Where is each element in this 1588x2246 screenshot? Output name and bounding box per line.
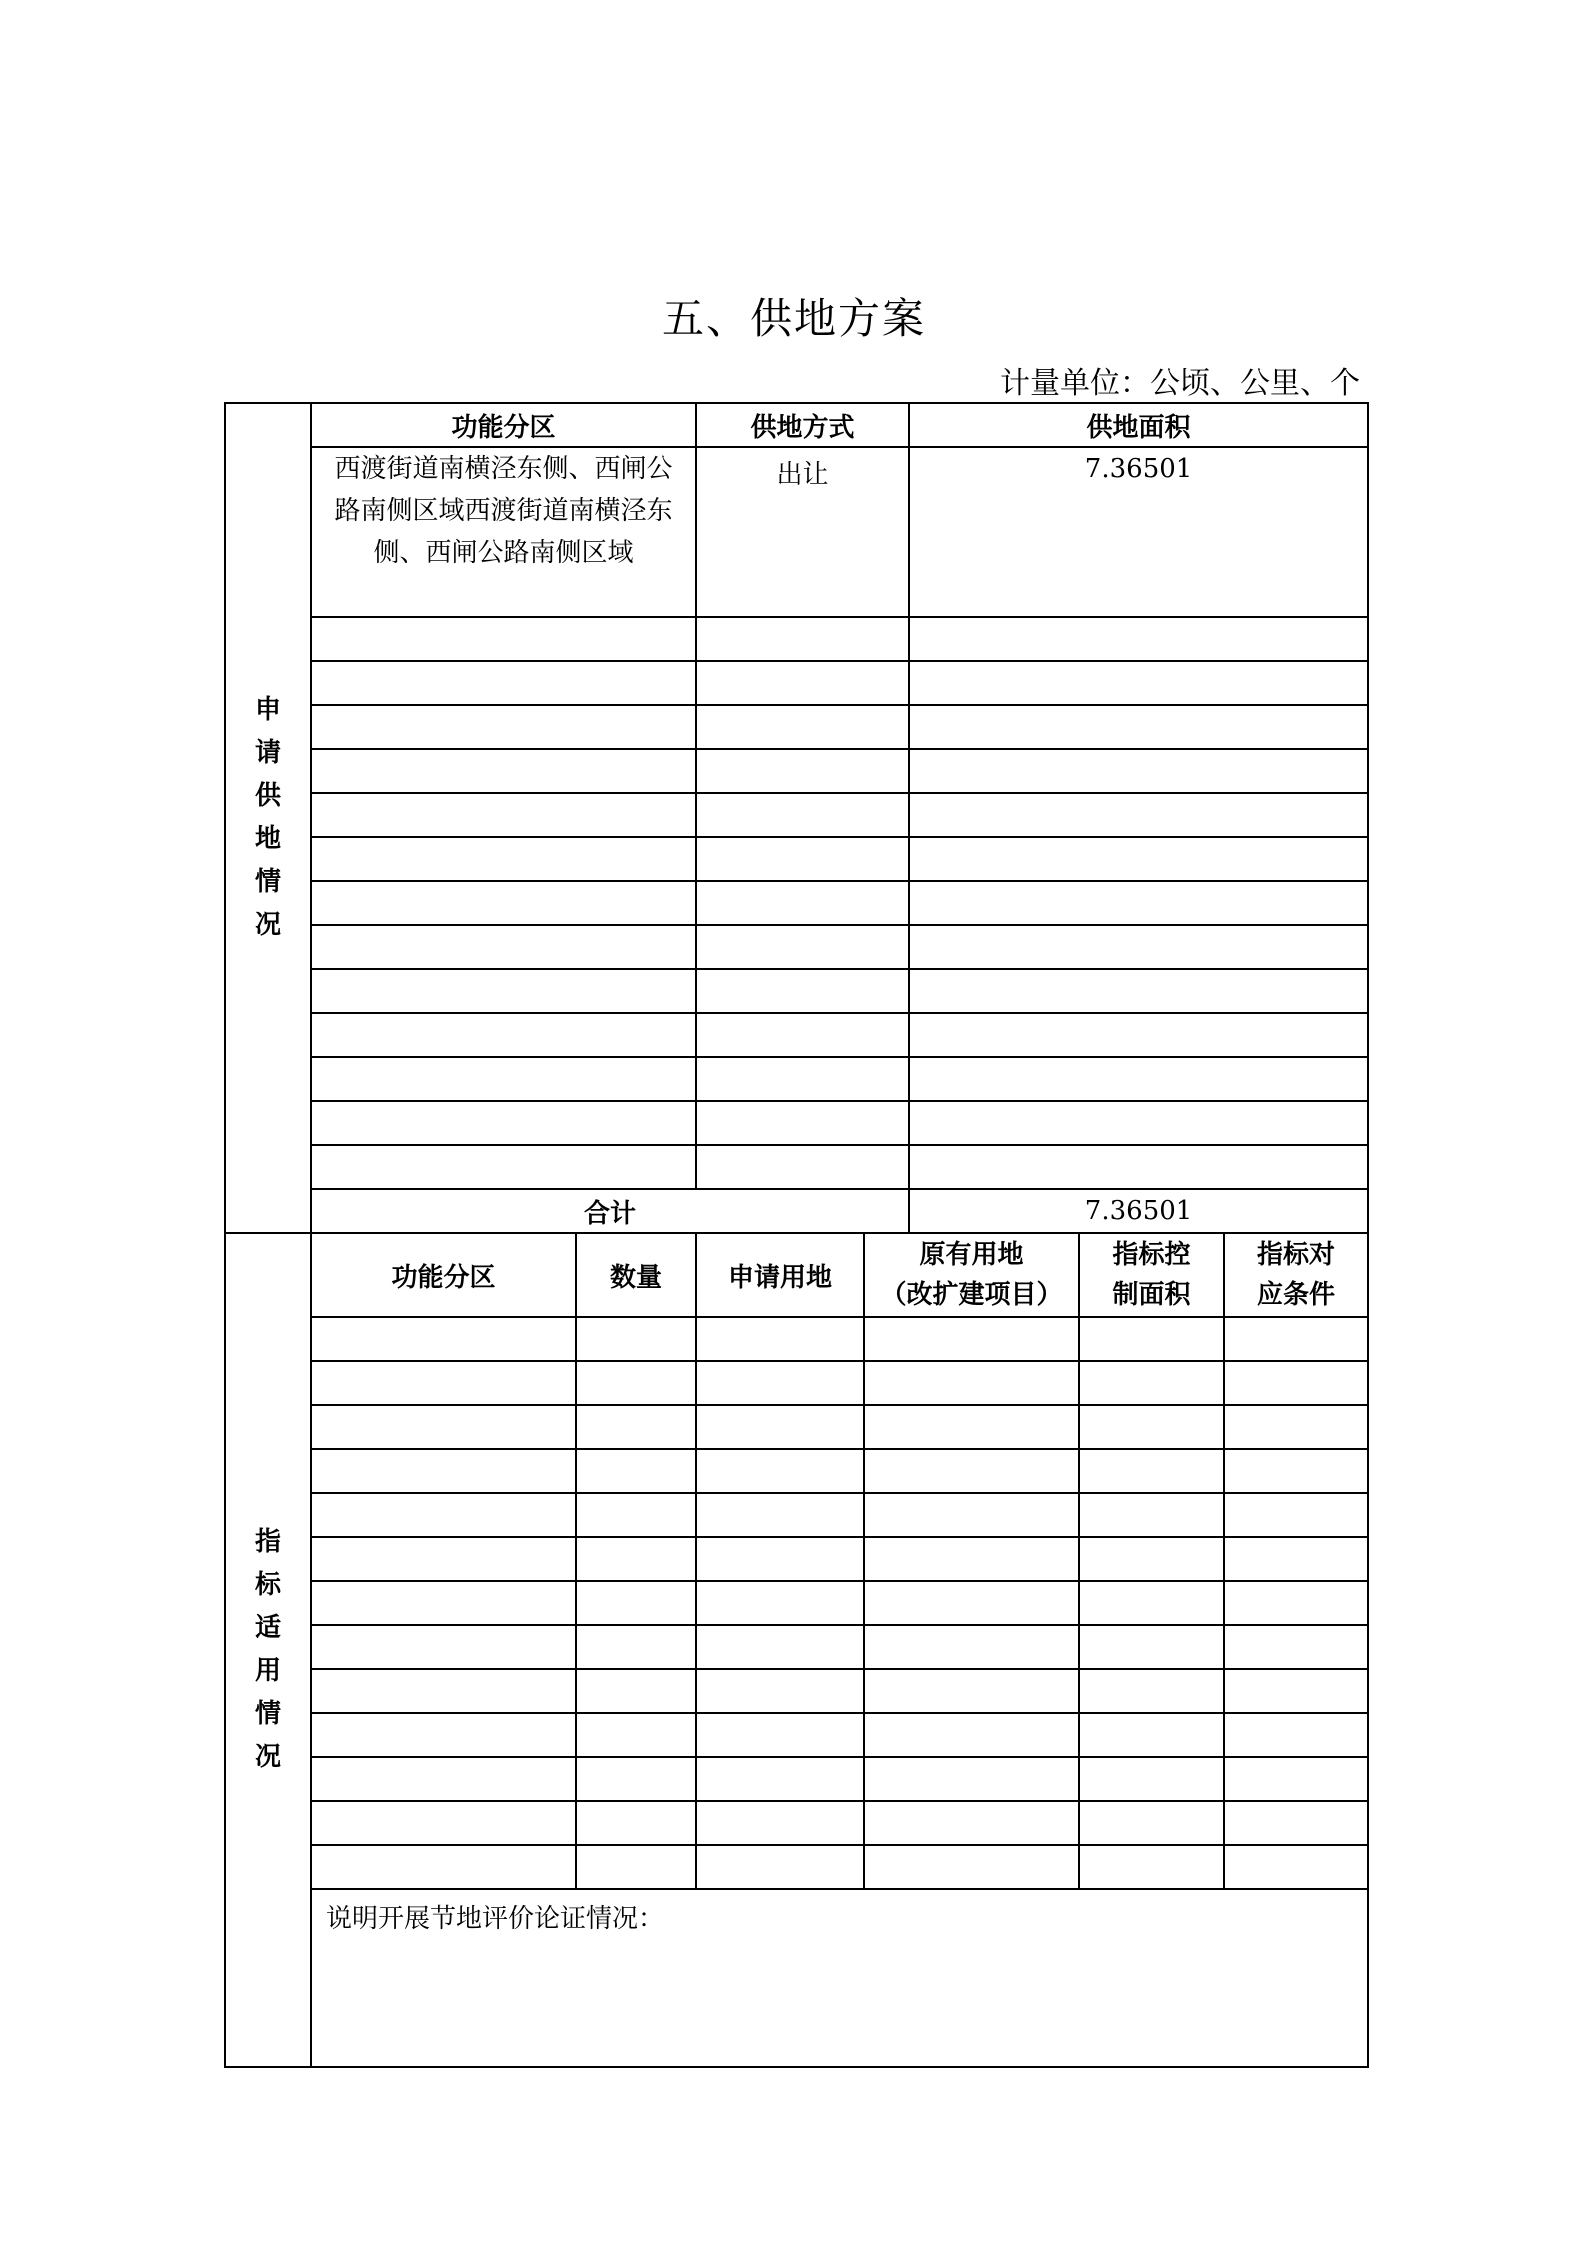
ind-header-condition: 指标对 应条件 xyxy=(1224,1233,1368,1317)
table-row xyxy=(225,1449,1368,1493)
evaluation-note: 说明开展节地评价论证情况： xyxy=(311,1889,1368,2067)
supply-area-cell: 7.36501 xyxy=(909,447,1368,617)
table-row xyxy=(225,1757,1368,1801)
unit-label: 计量单位：公顷、公里、个 xyxy=(1000,366,1360,401)
ind-header-count: 数量 xyxy=(576,1233,696,1317)
ind-header-ctrl-area: 指标控 制面积 xyxy=(1079,1233,1224,1317)
table-row xyxy=(225,1101,1368,1145)
table-row xyxy=(225,1581,1368,1625)
table-row xyxy=(225,1145,1368,1189)
table-row xyxy=(225,1845,1368,1889)
header-area: 供地面积 xyxy=(909,403,1368,447)
table-row xyxy=(225,1405,1368,1449)
table-row xyxy=(225,1057,1368,1101)
table-row xyxy=(225,1669,1368,1713)
table-row xyxy=(225,969,1368,1013)
supply-section-label: 申 请 供 地 情 况 xyxy=(225,403,311,1233)
table-row xyxy=(225,1801,1368,1845)
ind-header-orig-land: 原有用地 （改扩建项目） xyxy=(864,1233,1079,1317)
supply-zone-text: 西渡街道南横泾东侧、西闸公路南侧区域西渡街道南横泾东侧、西闸公路南侧区域 xyxy=(334,454,673,568)
table-row xyxy=(225,661,1368,705)
table-row xyxy=(225,1537,1368,1581)
table-row xyxy=(225,1361,1368,1405)
ind-header-zone: 功能分区 xyxy=(311,1233,576,1317)
table-row xyxy=(225,837,1368,881)
table-row xyxy=(225,1713,1368,1757)
total-label: 合计 xyxy=(311,1189,909,1233)
total-value: 7.36501 xyxy=(909,1189,1368,1233)
table-row xyxy=(225,1013,1368,1057)
header-method: 供地方式 xyxy=(696,403,909,447)
ind-header-apply-land: 申请用地 xyxy=(696,1233,864,1317)
supply-zone-cell xyxy=(311,447,696,617)
table-row xyxy=(225,617,1368,661)
table-row xyxy=(225,705,1368,749)
table-row xyxy=(225,749,1368,793)
table-row xyxy=(225,1625,1368,1669)
supply-method-cell: 出让 xyxy=(696,447,909,617)
supply-plan-table xyxy=(224,402,1369,2068)
table-row xyxy=(225,881,1368,925)
table-row xyxy=(225,1317,1368,1361)
indicator-section-label: 指 标 适 用 情 况 xyxy=(225,1233,311,2067)
header-zone: 功能分区 xyxy=(311,403,696,447)
table-row xyxy=(225,925,1368,969)
table-row xyxy=(225,793,1368,837)
page-title: 五、供地方案 xyxy=(661,294,926,343)
table-row xyxy=(225,1493,1368,1537)
